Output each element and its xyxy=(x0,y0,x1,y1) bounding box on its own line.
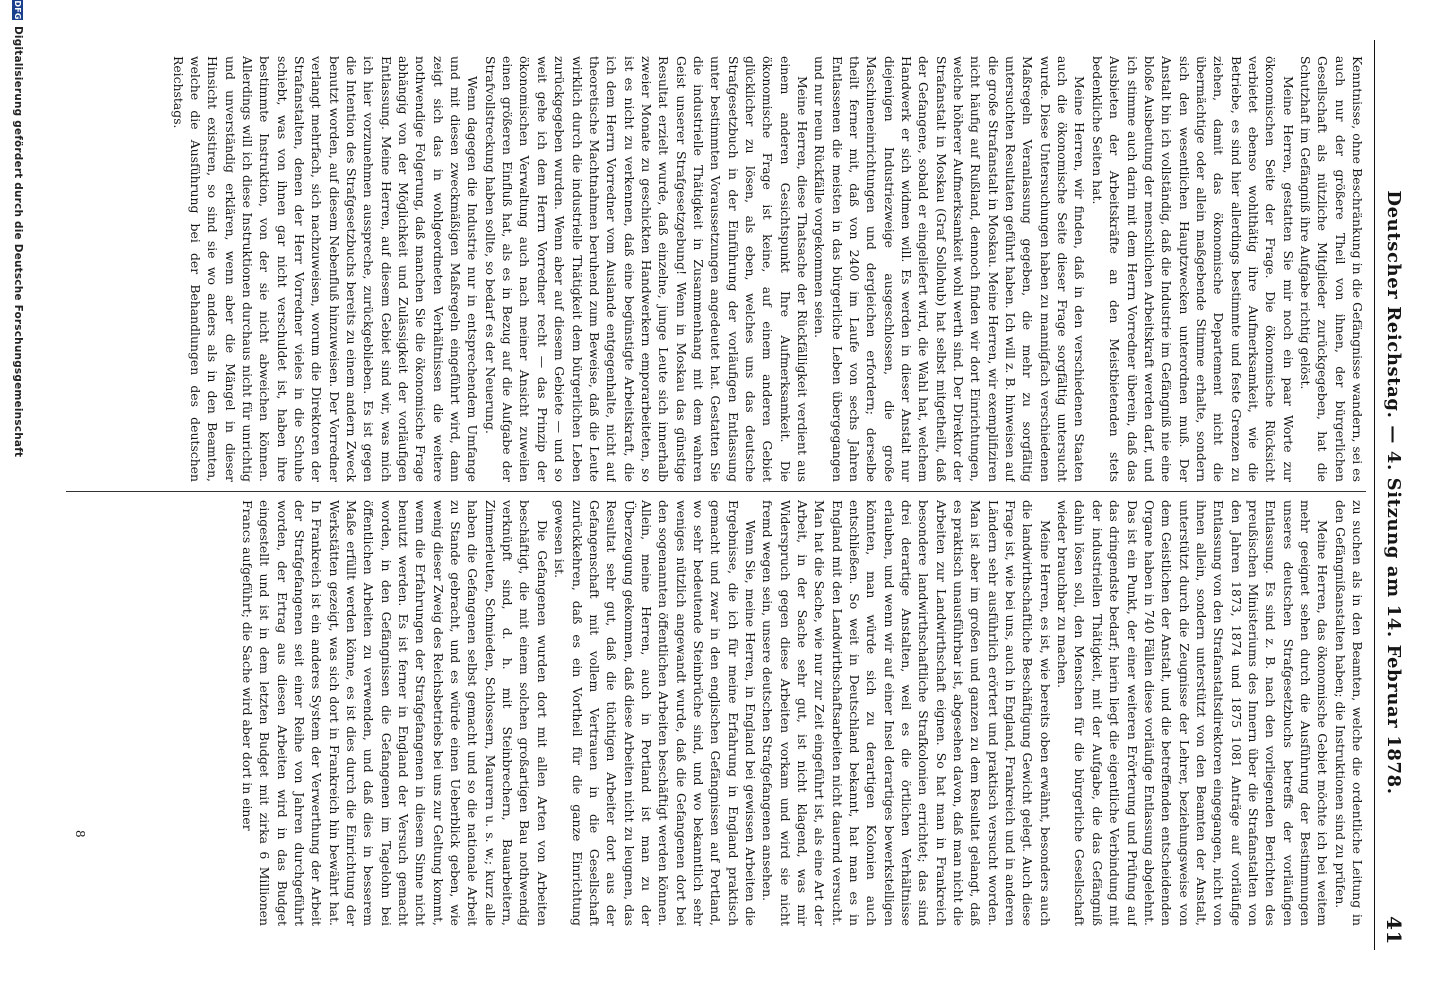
left-column xyxy=(86,56,1366,482)
left-paragraph-5: Wenn dagegen die Industrie nur in entsprechendem Umfange und mit diesen zweckmäßigen Maßregeln eingeführt wird, dann zeigt sich das in wohlgeordneten Verhältnissen die weitere nothwendige Folgerung, daß manchen Sie die ökonomische Frage abhängig von der Möglichkeit und Zulässigkeit der vorläufigen Entlassung. Meine Herren, auf diesem Gebiet sind wir, was mich ich hier vorzunehmen ausspreche, zurückgeblieben. Es ist gegen die Intention des Strafgesetzbuchs bereits zu einem andern Zweck benutzt worden, auf diesem Nebenfluß hinzuweisen. Der Vorredner verlangt mehrfach, sich nachzuweisen, worum die Direktoren der Strafanstalten, denen der Herr Vorredner vieles in die Schuhe schiebt, was von ihnen gar nicht verschuldet ist, haben ihre bestimmte Instruktion, von der sie nicht abweichen können. Allerdings will ich diese Instruktionen durchaus nicht für unrichtig und unverständig erklären, wenn aber die Mängel in dieser Hinsicht existiren, so sind sie wo anders als in den Beamten, welche die Ausführung bei der Behandlungen des deutschen Reichstags. xyxy=(170,56,481,482)
right-paragraph-1: zu suchen als in den Beamten, welche die ordentliche Leitung in den Gefängnißanstalten haben; die Instruktionen sind zu prüfen. xyxy=(1332,500,1365,926)
right-paragraph-3: Meine Herren, es ist, wie bereits oben erwähnt, besonders auch die landwirthschaftliche Beschäftigung Gewicht gelegt. Auch diese Frage ist, wie bei uns, auch in England, Frankreich und in anderen Ländern sehr ausführlich erörtert und praktisch versucht worden. Man ist aber im großen und ganzen zu dem Resultat gelangt, daß es praktisch unausführbar ist, abgesehen davon, daß man nicht die Arbeiten zur Landwirthschaft eignen. So hat man in Frankreich besondere landwirthschaftliche Strafkolonien errichtet; das sind drei derartige Anstalten, weil es die örtlichen Verhältnisse erlauben, und wenn wir auf einer Insel derartiges bewerkstelligen könnten, man würde sich zu derartigen Kolonien auch entschließen. So weit in Deutschland bekannt, hat man es in England mit den Landwirthschaftsarbeiten nicht dauernd versucht. Man hat die Sache, wie nur zur Zeit eingeführt ist, als eine Art der Arbeit, in der Sache sehr gut, ist nicht klagend, was mir Widerspruch gegen diese Arbeiten vorkam und wird sie nicht fremd wegen sein, unsere deutschen Strafgefangenen ansehen. xyxy=(760,500,1053,926)
right-paragraph-4: Wenn Sie, meine Herren, in England bei gewissen Arbeiten die Ergebnisse, die ich für meine Erfahrung in England praktisch gemacht und zwar in den englischen Gefängnissen auf Portland, wo sehr bedeutende Steinbrüche sind, und wo bekanntlich sehr weniges nützlich angewandt wurde, daß die Gefangenen dort bei den sogenannten öffentlichen Arbeiten beschäftigt werden können. Allein, meine Herren, auch in Portland ist man zu der Überzeugung gekommen, daß diese Arbeiten nicht zu leugnen, das Resultat sehr gut, daß die tüchtigen Arbeiter dort aus der Gefangenschaft mit vollem Vertrauen in die Gesellschaft zurückkehren, daß es ein Vortheil für die ganze Einrichtung gewesen ist. xyxy=(552,500,758,926)
page-header xyxy=(1378,40,1404,945)
left-paragraph-1: Kenntnisse, ohne Beschränkung in die Gefängnisse wandern, sei es auch nur der größere Theil von ihnen, der bürgerlichen Gesellschaft als nützliche Mitglieder zurückgegeben, hat die Schutzhaft im Gefängniß ihre Aufgabe richtig gelöst. xyxy=(1297,56,1365,482)
credit-text: Digitalisierung gefördert durch die Deutsche Forschungsgemeinschaft xyxy=(12,26,24,458)
right-paragraph-5: Die Gefangenen wurden dort mit allen Arten von Arbeiten beschäftigt, die mit einem solchen großartigen Bau nothwendig verknüpft sind, d. h. mit Steinbrechern, Bauarbeitern, Zimmerleuten, Schmieden, Schlossern, Maurern u. s. w.; kurz alle haben die Gefangenen selbst gemacht und so die nationale Arbeit zu Stande gebracht, und es würde einen Ueberblick geben, wie wenig dieser Zweig des Reichsbetriebs bei uns zur Geltung kommt, wenn die Erfahrungen der Strafgefangenen in diesem Sinne nicht benutzt werden. Es ist ferner in England der Versuch gemacht worden, in den Gefängnissen die Gefangenen im Tagelohn bei öffentlichen Arbeiten zu verwenden, und daß dies in besserem Maße erfüllt werden könne, es ist dies durch die Einrichtung der Werkstätten gezeigt, was sich dort in Frankreich hin bewährt hat. In Frankreich ist ein anderes System der Verwerthung der Arbeit der Strafgefangenen seit einer Reihe von Jahren durchgeführt worden, der Ertrag aus diesen Arbeiten wird in das Budget eingestellt und ist in dem letzten Budget mit zirka 6 Millionen Francs aufgeführt; die Sache wird aber dort in einer xyxy=(240,500,550,926)
running-title: Deutscher Reichstag. — 4. Sitzung am 14. Februar 1878. xyxy=(1383,190,1404,795)
page-number: 41 xyxy=(1382,915,1406,945)
left-paragraph-3: Meine Herren, wir finden, daß in den verschiedenen Staaten auch die ökonomische Seite dieser Frage sorgfältig untersucht wurde. Diese Untersuchungen haben zu mannigfach verschiedenen Maßregeln Veranlassung gegeben, die mehr zu sorgfältig untersuchten Resultaten geführt haben. Ich will z. B. hinweisen auf die große Strafanstalt in Moskau. Meine Herren, wir exemplifiziren nicht häufig auf Rußland, dennoch finden wir dort Einrichtungen, welche höherer Aufmerksamkeit wohl werth sind. Der Direktor der Strafanstalt in Moskau (Graf Sollohub) hat selbst mitgetheilt, daß der Gefangene, sobald er eingeliefert wird, die Wahl hat, welchem Handwerk er sich widmen will. Es werden in dieser Anstalt nur diejenigen Industriezweige ausgeschlossen, die große Maschineneinrichtungen und dergleichen erfordern; derselbe theilt ferner mit, daß von 2400 im Laufe von sechs Jahren Entlassenen die meisten in das bürgerliche Leben übergegangen und nur neun Rückfälle vorgekommen seien. xyxy=(812,56,1088,482)
left-paragraph-4: Meine Herren, diese Thatsache der Rückfälligkeit verdient aus einem anderen Gesichtspunkt Ihre Aufmerksamkeit. Die ökonomische Frage ist keine, auf einem anderen Gebiet glücklicher zu lösen, als eben, welches uns das deutsche Strafgesetzbuch in der Einführung der vorläufigen Entlassung unter bestimmten Voraussetzungen angedeutet hat. Gestatten Sie die industrielle Thätigkeit in Zusammenhang mit dem wahren Geist unserer Strafgesetzgebung! Wenn in Moskau das günstige Resultat erzielt wurde, daß einzelne, junge Leute sich innerhalb zweier Monate zu geschickten Handwerkern emporarbeiteten, so ist es nicht zu verkennen, daß eine begünstigte Arbeitskraft, die ich dem Herrn Vorredner vom Auslande entgegenhalte, nicht auf theoretische Machtnahmen beruhend zum Beweise, daß die Leute wirklich durch die industrielle Thätigkeit dem bürgerlichen Leben zurückgegeben wurden. Wenn aber auf diesem Gebiete — und so weit gehe ich dem Herrn Vorredner recht — das Prinzip der ökonomischen Verwaltung auch nach meiner Ansicht zuweilen einen größeren Einfluß hat, als es in Bezug auf die Aufgabe der Strafvollstreckung haben sollte, so bedarf es der Neuerung. xyxy=(482,56,810,482)
left-paragraph-2: Meine Herren, gestatten Sie mir noch ein paar Worte zur ökonomischen Seite der Frage. Die ökonomische Rücksicht verbietet ebenso wohlthätig ihre Aufmerksamkeit, wie die Betriebe, es sind hier allerdings bestimmte und feste Grenzen zu ziehen, damit das ökonomische Departement nicht die übermächtige oder allein maßgebende Stimme erhalte, sondern sich den wesentlichen Hauptzwecken unterordnen muß. Der Anstalt bin ich vollständig, daß die Industrie im Gefängniß nie eine bloße Ausbeutung der menschlichen Arbeitskraft werden darf, und ich stimme auch darin mit dem Herrn Vorredner überein, daß das Ausbieten der Arbeitskräfte an den Meistbietenden stets bedenkliche Seiten hat. xyxy=(1089,56,1296,482)
column-divider xyxy=(66,491,1366,492)
right-column xyxy=(61,500,1366,926)
signature-mark: 8 xyxy=(73,830,87,838)
dfg-logo-icon: DFG xyxy=(13,0,23,20)
right-paragraph-2: Meine Herren, das ökonomische Gebiet möchte ich bei weitem mehr geeignet sehen durch die Ausführung der Bestimmungen unseres deutschen Strafgesetzbuchs betreffs der vorläufigen Entlassung. Es sind z. B. nach den vorliegenden Berichten des preußischen Ministeriums des Innern über die Strafanstalten von den Jahren 1873, 1874 und 1875 1081 Anträge auf vorläufige Entlassung von den Strafanstaltsdirektoren eingegangen, nicht von ihnen allein, sondern unterstützt von den Beamten der Anstalt, unterstützt durch die Zeugnisse der Lehrer, beziehungsweise von dem Geistlichen der Anstalt, und die betreffenden entscheidenden Organe haben in 740 Fällen diese vorläufige Entlassung abgelehnt. Das ist ein Punkt, der einer weiteren Erörterung und Prüfung auf das dringendste bedarf; hierin liegt die eigentliche Verbindung mit der industriellen Thätigkeit, mit der Aufgabe, die das Gefängniß dahin lösen soll, den Menschen für die bürgerliche Gesellschaft wieder brauchbar zu machen. xyxy=(1055,500,1331,926)
digitization-credit xyxy=(8,0,28,457)
header-rule xyxy=(1374,40,1375,950)
